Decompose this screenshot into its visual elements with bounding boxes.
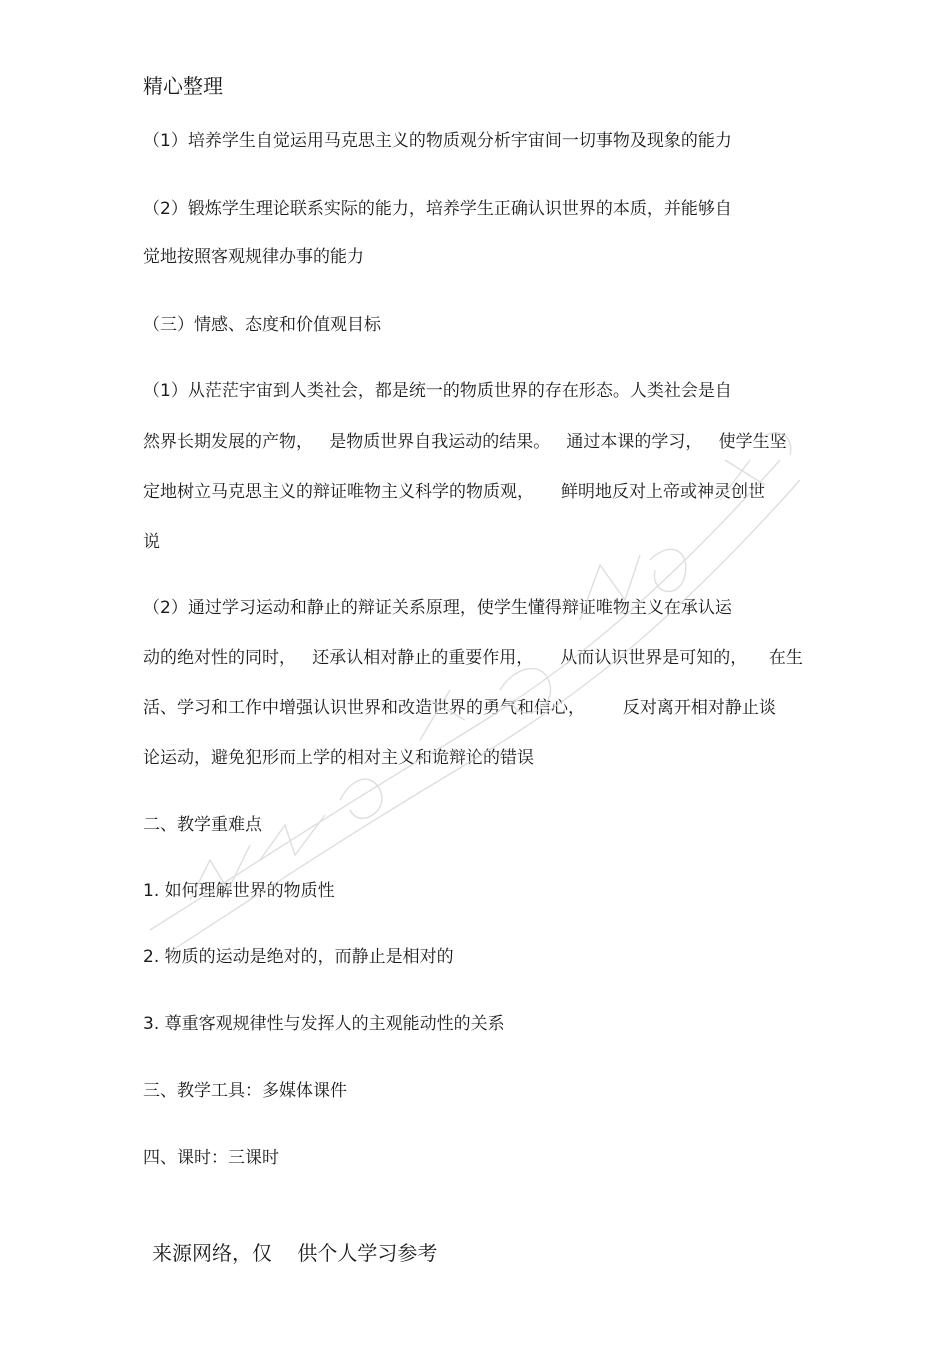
body-line: （1）培养学生自觉运用马克思主义的物质观分析宇宙间一切事物及现象的能力	[143, 131, 732, 151]
section-heading: （三）情感、态度和价值观目标	[143, 315, 381, 335]
section-heading: 二、教学重难点	[143, 815, 262, 835]
body-line: （2）通过学习运动和静止的辩证关系原理，使学生懂得辩证唯物主义在承认运	[143, 598, 732, 618]
body-line: 觉地按照客观规律办事的能力	[143, 247, 364, 267]
body-line: （1）从茫茫宇宙到人类社会，都是统一的物质世界的存在形态。人类社会是自	[143, 381, 732, 401]
list-item: 1. 如何理解世界的物质性	[143, 881, 335, 901]
section-heading: 三、教学工具：多媒体课件	[143, 1081, 347, 1101]
body-line: 然界长期发展的产物， 是物质世界自我运动的结果。 通过本课的学习， 使学生坚	[143, 432, 787, 452]
body-line: 论运动，避免犯形而上学的相对主义和诡辩论的错误	[143, 748, 534, 768]
page-header-title: 精心整理	[143, 74, 223, 98]
body-line: 活、学习和工作中增强认识世界和改造世界的勇气和信心， 反对离开相对静止谈	[143, 698, 776, 718]
footer-note: 来源网络，仅 供个人学习参考	[152, 1241, 438, 1265]
body-line: 定地树立马克思主义的辩证唯物主义科学的物质观， 鲜明地反对上帝或神灵创世	[143, 482, 766, 502]
body-line: 动的绝对性的同时， 还承认相对静止的重要作用， 从而认识世界是可知的， 在生	[143, 648, 803, 668]
body-line: （2）锻炼学生理论联系实际的能力，培养学生正确认识世界的本质，并能够自	[143, 199, 732, 219]
list-item: 3. 尊重客观规律性与发挥人的主观能动性的关系	[143, 1014, 505, 1034]
body-line: 说	[143, 532, 160, 552]
list-item: 2. 物质的运动是绝对的，而静止是相对的	[143, 947, 454, 967]
section-heading: 四、课时：三课时	[143, 1148, 279, 1168]
